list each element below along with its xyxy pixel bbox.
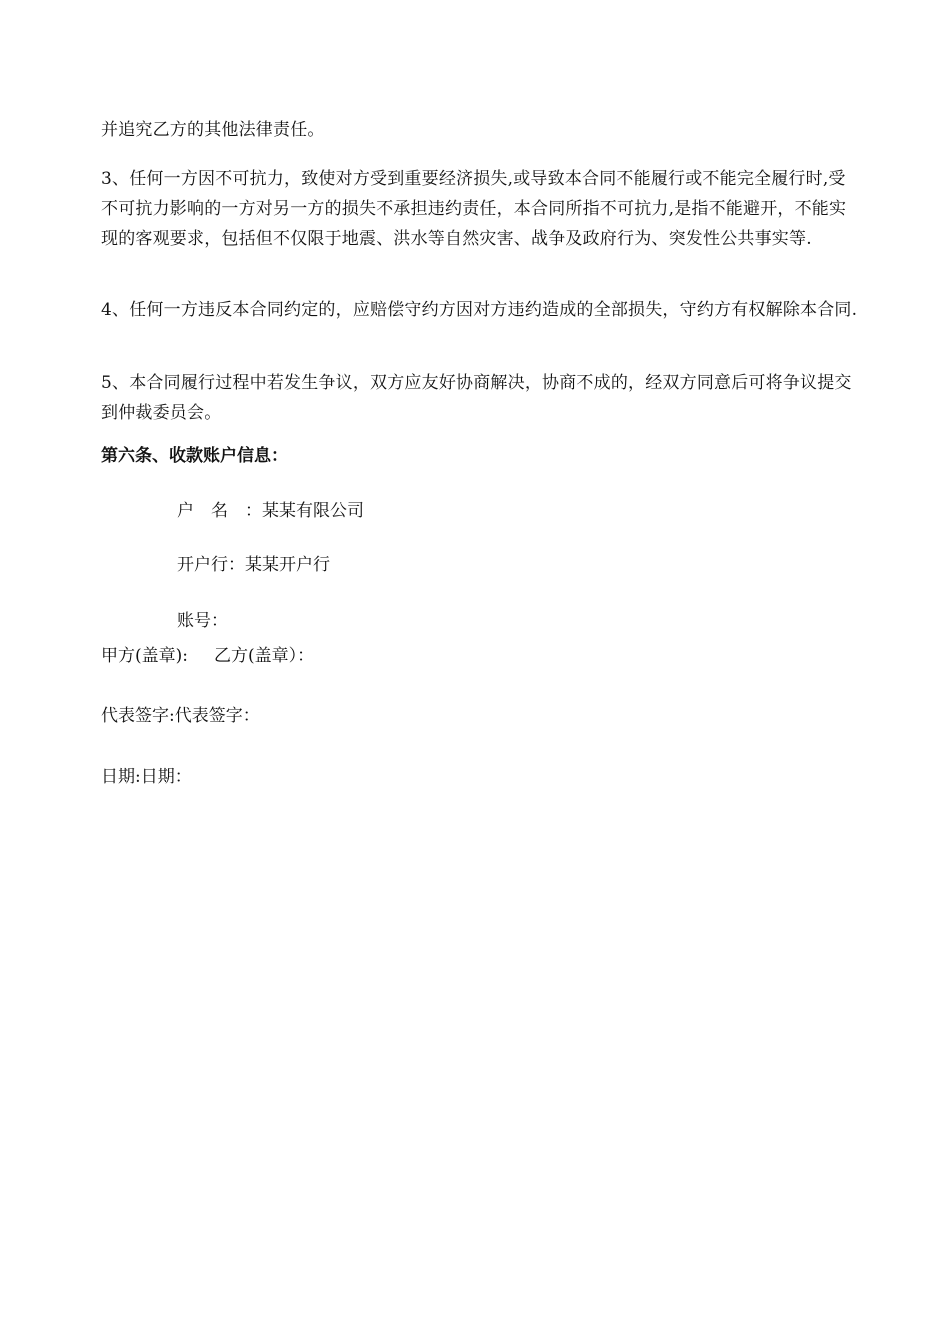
bank-label: 开户行： [177,555,245,575]
bank-row [177,550,330,580]
bank-value: 某某开户行 [245,555,330,575]
account-number-row [177,606,228,636]
party-b-stamp: 乙方(盖章）： [214,646,315,666]
account-number-label: 账号： [177,611,228,631]
account-name-value: 某某有限公司 [262,501,364,521]
clause-3: 3、任何一方因不可抗力，致使对方受到重要经济损失,或导致本合同不能履行或不能完全履行时,受不可抗力影响的一方对另一方的损失不承担违约责任，本合同所指不可抗力,是指不能避开，不能实现的客观要求，包括但不仅限于地震、洪水等自然灾害、战争及政府行为、突发性公共事实等. [101,169,847,249]
date-line: 日期:日期： [101,767,192,787]
account-name-row [177,496,364,526]
clause-4: 4、任何一方违反本合同约定的，应赔偿守约方因对方违约造成的全部损失，守约方有权解除本合同. [101,300,858,320]
clause-text-continuation: 并追究乙方的其他法律责任。 [101,120,325,140]
party-a-stamp: 甲方(盖章): [101,646,188,666]
representative-signature-line: 代表签字:代表签字： [101,706,260,726]
account-name-colon: ： [245,501,262,521]
section-6-heading: 第六条、收款账户信息： [101,446,288,466]
clause-5: 5、本合同履行过程中若发生争议，双方应友好协商解决，协商不成的，经双方同意后可将争议提交到仲裁委员会。 [101,373,852,423]
stamp-line [101,641,314,671]
account-name-label: 户名 [177,501,245,521]
